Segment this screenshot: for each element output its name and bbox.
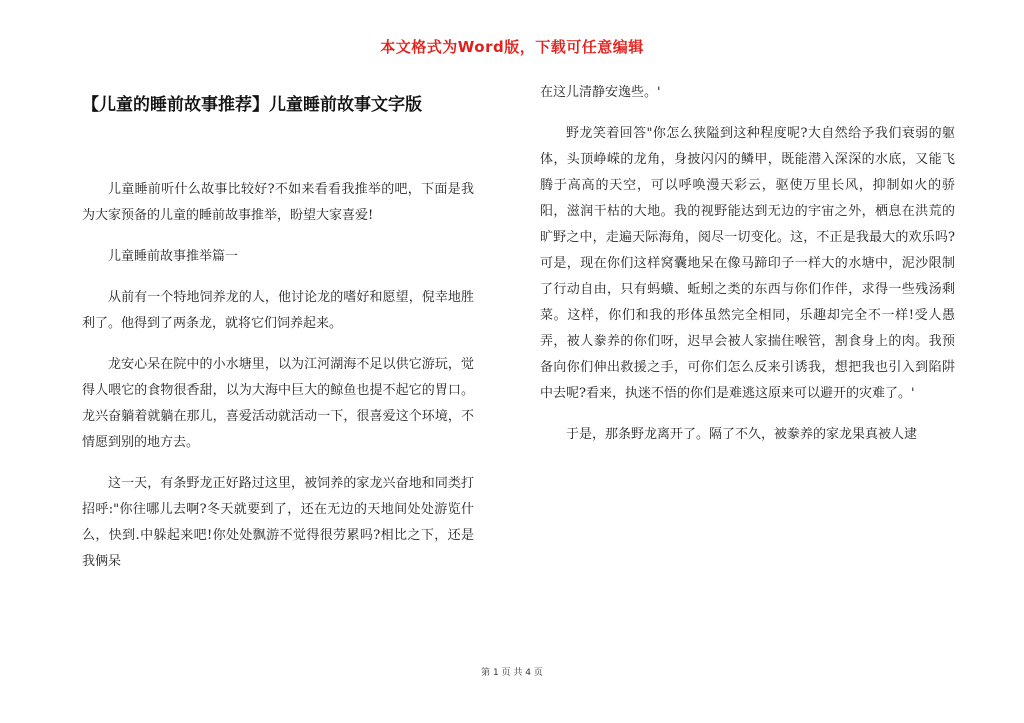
left-column bbox=[82, 177, 474, 575]
story-paragraph-continued: 在这儿清静安逸些。' bbox=[540, 85, 661, 100]
story-paragraph-3: 这一天，有条野龙正好路过这里，被饲养的家龙兴奋地和同类打招呼:"你往哪儿去啊?冬天就要到了，还在无边的天地间处处游览什么，快到.中躲起来吧!你处处飘游不觉得很劳累吗?相比之下，还是我俩呆 bbox=[82, 476, 474, 569]
section-heading: 儿童睡前故事推举篇一 bbox=[108, 249, 239, 264]
intro-paragraph: 儿童睡前听什么故事比较好?不如来看看我推举的吧，下面是我为大家预备的儿童的睡前故事推举，盼望大家喜爱! bbox=[82, 182, 474, 223]
story-paragraph-4: 野龙笑着回答"你怎么狭隘到这种程度呢?大自然给予我们衰弱的躯体，头顶峥嵘的龙角，身披闪闪的鳞甲，既能潜入深深的水底，又能飞腾于高高的天空，可以呼唤漫天彩云，驱使万里长风，抑制如火的骄阳，滋润干枯的大地。我的视野能达到无边的宇宙之外，栖息在洪荒的旷野之中，走遍天际海角，阅尽一切变化。这，不正是我最大的欢乐吗?可是，现在你们这样窝囊地呆在像马蹄印子一样大的水塘中，泥沙限制了行动自由，只有蚂蟥、蚯蚓之类的东西与你们作伴，求得一些残汤剩菜。这样，你们和我的形体虽然完全相同，乐趣却完全不一样!受人愚弄，被人豢养的你们呀，迟早会被人家揣住喉管，割食身上的肉。我预备向你们伸出救援之手，可你们怎么反来引诱我，想把我也引入到陷阱中去呢?看来，执迷不悟的你们是难逃这原来可以避开的灾难了。' bbox=[540, 126, 955, 401]
story-paragraph-5: 于是，那条野龙离开了。隔了不久，被豢养的家龙果真被人逮 bbox=[566, 427, 918, 442]
right-column bbox=[540, 80, 955, 448]
editable-banner: 本文格式为Word版，下载可任意编辑 bbox=[380, 38, 644, 56]
story-paragraph-2: 龙安心呆在院中的小水塘里，以为江河湖海不足以供它游玩，觉得人喂它的食物很香甜，以为大海中巨大的鲸鱼也提不起它的胃口。龙兴奋躺着就躺在那儿，喜爱活动就活动一下，很喜爱这个环境，不情愿到别的地方去。 bbox=[82, 357, 474, 450]
page-title: 【儿童的睡前故事推荐】儿童睡前故事文字版 bbox=[82, 95, 422, 115]
page-number: 第 1 页 共 4 页 bbox=[481, 668, 543, 678]
story-paragraph-1: 从前有一个特地饲养龙的人，他讨论龙的嗜好和愿望，倪幸地胜利了。他得到了两条龙，就将它们饲养起来。 bbox=[82, 290, 474, 331]
